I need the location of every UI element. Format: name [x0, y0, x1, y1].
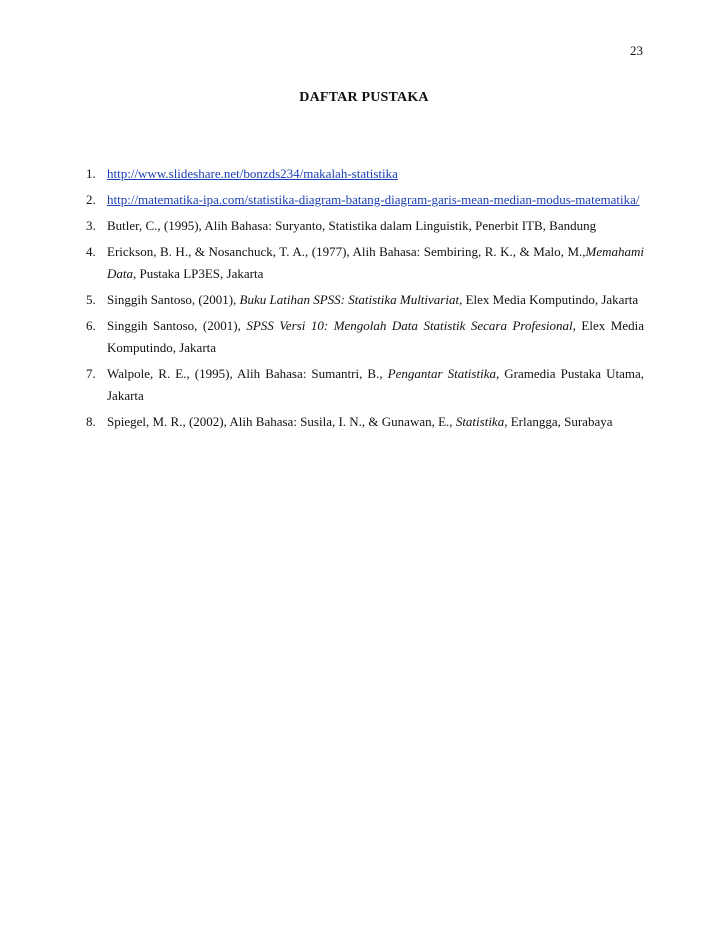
reference-number: 8.	[86, 414, 96, 429]
page-number: 23	[630, 43, 643, 58]
reference-text-post: , Elex Media Komputindo, Jakarta	[459, 292, 639, 307]
list-item	[86, 189, 644, 211]
reference-number: 7.	[86, 366, 96, 381]
reference-link[interactable]: http://www.slideshare.net/bonzds234/makalah-statistika	[107, 166, 398, 181]
reference-title: Pengantar Statistika	[387, 366, 496, 381]
reference-text	[107, 366, 644, 403]
reference-title: SPSS Versi 10: Mengolah Data Statistik Secara Profesional	[246, 318, 573, 333]
list-item	[86, 315, 644, 359]
reference-text: Butler, C., (1995), Alih Bahasa: Suryanto, Statistika dalam Linguistik, Penerbit ITB, Bandung	[107, 218, 597, 233]
list-item	[86, 363, 644, 407]
list-item	[86, 241, 644, 285]
reference-number: 4.	[86, 244, 96, 259]
reference-text	[107, 292, 638, 307]
reference-text	[107, 414, 613, 429]
reference-title: Memahami Data	[107, 244, 644, 281]
reference-text-post: , Erlangga, Surabaya	[504, 414, 613, 429]
reference-number: 6.	[86, 318, 96, 333]
reference-list	[86, 163, 644, 437]
list-item	[86, 215, 644, 237]
reference-text-pre: Singgih Santoso, (2001),	[107, 318, 241, 333]
reference-text-pre: Walpole, R. E., (1995), Alih Bahasa: Sumantri, B.,	[107, 366, 383, 381]
reference-number: 5.	[86, 292, 96, 307]
reference-text	[107, 318, 644, 355]
reference-link[interactable]: http://matematika-ipa.com/statistika-diagram-batang-diagram-garis-mean-median-modus-matematika/	[107, 192, 640, 207]
reference-text	[107, 244, 644, 281]
reference-title: Buku Latihan SPSS: Statistika Multivariat	[239, 292, 460, 307]
reference-text-pre: Singgih Santoso, (2001),	[107, 292, 237, 307]
reference-number: 2.	[86, 192, 96, 207]
reference-text-post: , Elex Media Komputindo, Jakarta	[107, 318, 644, 355]
page-title: DAFTAR PUSTAKA	[299, 90, 429, 105]
reference-text-post: , Pustaka LP3ES, Jakarta	[133, 266, 264, 281]
reference-number: 3.	[86, 218, 96, 233]
list-item	[86, 289, 644, 311]
reference-number: 1.	[86, 166, 96, 181]
reference-text-pre: Spiegel, M. R., (2002), Alih Bahasa: Susila, I. N., & Gunawan, E.,	[107, 414, 453, 429]
reference-text-post: , Gramedia Pustaka Utama, Jakarta	[107, 366, 645, 403]
reference-text-pre: Erickson, B. H., & Nosanchuck, T. A., (1977), Alih Bahasa: Sembiring, R. K., & Malo, M.,	[107, 244, 586, 259]
list-item	[86, 411, 644, 433]
list-item	[86, 163, 644, 185]
reference-title: Statistika	[455, 414, 505, 429]
